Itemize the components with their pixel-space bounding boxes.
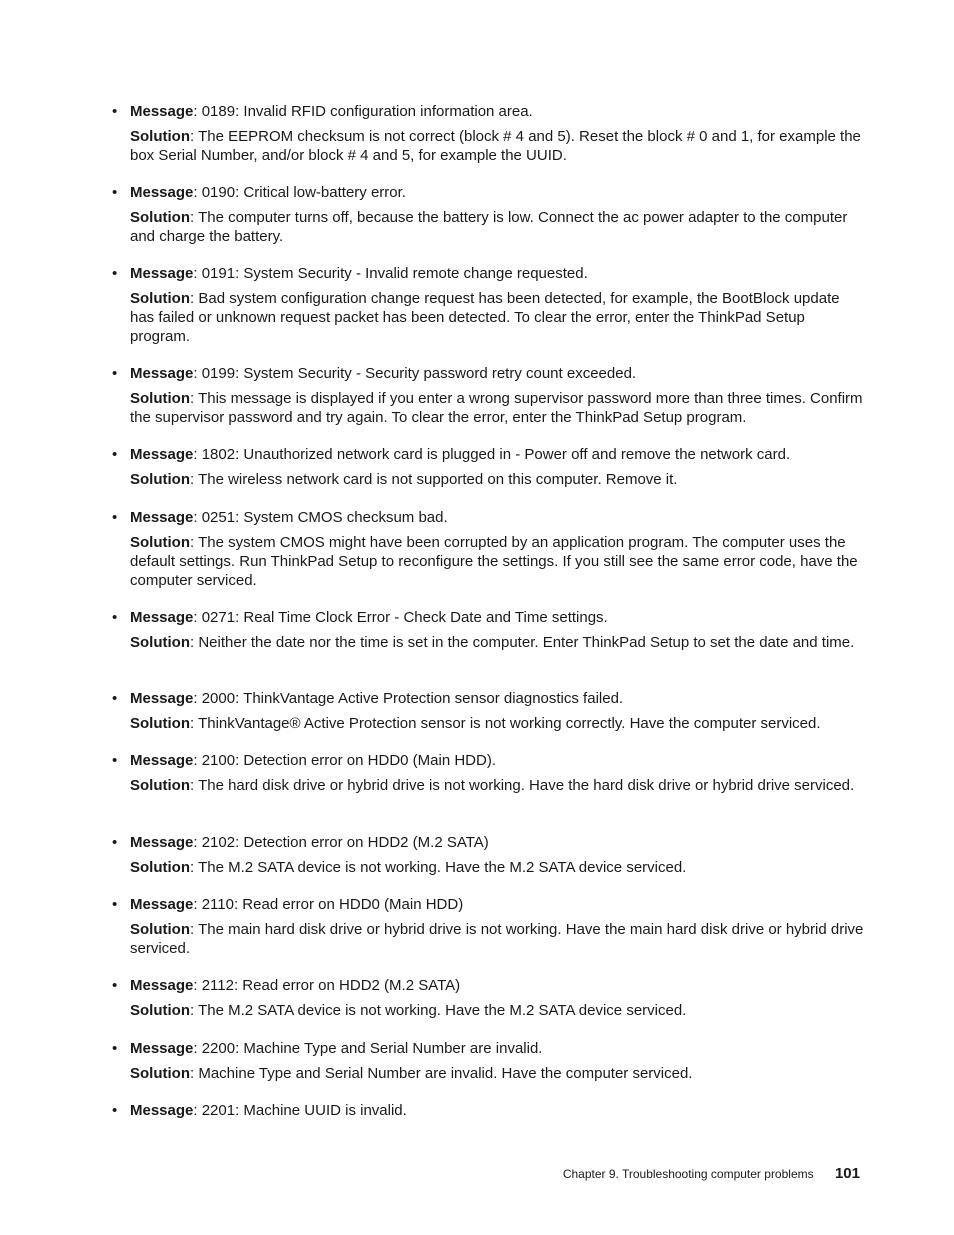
message-text: 2102: Detection error on HDD2 (M.2 SATA) xyxy=(201,834,489,851)
solution-text: The M.2 SATA device is not working. Have the M.2 SATA device serviced. xyxy=(198,859,687,876)
message-label: Message xyxy=(130,446,194,463)
message-text: 0191: System Security - Invalid remote change requested. xyxy=(201,265,588,282)
message-text: 0189: Invalid RFID configuration information area. xyxy=(201,103,533,120)
solution-text: This message is displayed if you enter a wrong supervisor password more than three times. Confirm the supervisor password and try again. To clear the error, enter the ThinkPad Setup program. xyxy=(130,390,863,426)
list-item: • Message: 2000: ThinkVantage Active Protection sensor diagnostics failed. Solution: ThinkVantage® Active Protection sensor is not working correctly. Have the computer serviced. xyxy=(112,690,821,732)
list-item: • Message: 0190: Critical low-battery error. Solution: The computer turns off, because the battery is low. Connect the ac power adapter to the computer and charge the battery. xyxy=(112,184,848,245)
solution-text: ThinkVantage® Active Protection sensor is not working correctly. Have the computer serviced. xyxy=(198,715,821,732)
list-item: • Message: 2100: Detection error on HDD0 (Main HDD). Solution: The hard disk drive or hybrid drive is not working. Have the hard disk drive or hybrid drive serviced. xyxy=(112,752,855,794)
solution-text: The M.2 SATA device is not working. Have the M.2 SATA device serviced. xyxy=(198,1002,687,1019)
page-footer xyxy=(563,1164,860,1184)
solution-label: Solution xyxy=(130,534,190,551)
message-label: Message xyxy=(130,1102,194,1119)
solution-label: Solution xyxy=(130,715,190,732)
message-label: Message xyxy=(130,265,194,282)
bullet: • xyxy=(112,896,118,913)
bullet: • xyxy=(112,977,118,994)
bullet: • xyxy=(112,509,118,526)
bullet: • xyxy=(112,609,118,626)
message-label: Message xyxy=(130,834,194,851)
solution-text: Machine Type and Serial Number are invalid. Have the computer serviced. xyxy=(198,1065,693,1082)
message-label: Message xyxy=(130,103,194,120)
solution-label: Solution xyxy=(130,1065,190,1082)
message-label: Message xyxy=(130,609,194,626)
message-text: 2201: Machine UUID is invalid. xyxy=(201,1102,407,1119)
chapter-title: Chapter 9. Troubleshooting computer problems xyxy=(562,1167,814,1181)
message-text: 0199: System Security - Security password retry count exceeded. xyxy=(201,365,637,382)
bullet: • xyxy=(112,265,118,282)
solution-label: Solution xyxy=(130,777,190,794)
list-item: • Message: 2200: Machine Type and Serial Number are invalid. Solution: Machine Type and Serial Number are invalid. Have the computer serviced. xyxy=(112,1040,693,1082)
message-label: Message xyxy=(130,752,194,769)
solution-label: Solution xyxy=(130,634,190,651)
list-item: • Message: 1802: Unauthorized network card is plugged in - Power off and remove the network card. Solution: The wireless network card is not supported on this computer. Remove it. xyxy=(112,446,791,488)
message-text: 0271: Real Time Clock Error - Check Date and Time settings. xyxy=(201,609,608,626)
bullet: • xyxy=(112,1040,118,1057)
bullet: • xyxy=(112,834,118,851)
list-item: • Message: 0199: System Security - Security password retry count exceeded. Solution: This message is displayed if you enter a wrong supervisor password more than three times. Confirm the supervisor password and try again. To clear the error, enter the ThinkPad Setup program. xyxy=(112,365,863,426)
bullet: • xyxy=(112,184,118,201)
message-text: 2100: Detection error on HDD0 (Main HDD). xyxy=(201,752,496,769)
solution-label: Solution xyxy=(130,209,190,226)
list-item: • Message: 2110: Read error on HDD0 (Main HDD) Solution: The main hard disk drive or hybrid drive is not working. Have the main hard disk drive or hybrid drive serviced. xyxy=(112,896,864,957)
message-label: Message xyxy=(130,184,194,201)
solution-text: Bad system configuration change request has been detected, for example, the BootBlock update has failed or unknown request packet has been detected. To clear the error, enter the ThinkPad Setup program. xyxy=(130,290,840,345)
solution-label: Solution xyxy=(130,1002,190,1019)
message-label: Message xyxy=(130,896,194,913)
message-label: Message xyxy=(130,365,194,382)
page-number: 101 xyxy=(834,1165,860,1182)
message-text: 2110: Read error on HDD0 (Main HDD) xyxy=(201,896,464,913)
list-item: • Message: 2102: Detection error on HDD2 (M.2 SATA) Solution: The M.2 SATA device is not working. Have the M.2 SATA device serviced. xyxy=(112,834,687,876)
bullet: • xyxy=(112,690,118,707)
list-item: • Message: 0251: System CMOS checksum bad. Solution: The system CMOS might have been corrupted by an application program. The computer uses the default settings. Run ThinkPad Setup to reconfigure the settings. If you still see the same error code, have the computer serviced. xyxy=(112,509,858,589)
bullet: • xyxy=(112,1102,118,1119)
message-text: 2112: Read error on HDD2 (M.2 SATA) xyxy=(201,977,461,994)
bullet: • xyxy=(112,752,118,769)
solution-text: Neither the date nor the time is set in the computer. Enter ThinkPad Setup to set the date and time. xyxy=(198,634,855,651)
list-item: • Message: 0189: Invalid RFID configuration information area. Solution: The EEPROM checksum is not correct (block # 4 and 5). Reset the block # 0 and 1, for example the box Serial Number, and/or block # 4 and 5, for example the UUID. xyxy=(112,103,861,164)
message-text: 2000: ThinkVantage Active Protection sensor diagnostics failed. xyxy=(201,690,624,707)
solution-label: Solution xyxy=(130,128,190,145)
solution-label: Solution xyxy=(130,921,190,938)
list-item: • Message: 0271: Real Time Clock Error - Check Date and Time settings. Solution: Neither the date nor the time is set in the computer. Enter ThinkPad Setup to set the date and time. xyxy=(112,609,855,651)
solution-label: Solution xyxy=(130,290,190,307)
bullet: • xyxy=(112,103,118,120)
message-label: Message xyxy=(130,1040,194,1057)
message-text: 0190: Critical low-battery error. xyxy=(201,184,406,201)
solution-text: The main hard disk drive or hybrid drive is not working. Have the main hard disk drive or hybrid drive serviced. xyxy=(130,921,864,957)
solution-text: The hard disk drive or hybrid drive is not working. Have the hard disk drive or hybrid drive serviced. xyxy=(198,777,855,794)
list-item: • Message: 0191: System Security - Invalid remote change requested. Solution: Bad system configuration change request has been detected, for example, the BootBlock update has failed or unknown request packet has been detected. To clear the error, enter the ThinkPad Setup program. xyxy=(112,265,840,345)
message-text: 2200: Machine Type and Serial Number are invalid. xyxy=(201,1040,543,1057)
solution-label: Solution xyxy=(130,859,190,876)
solution-text: The EEPROM checksum is not correct (block # 4 and 5). Reset the block # 0 and 1, for example the box Serial Number, and/or block # 4 and 5, for example the UUID. xyxy=(130,128,861,164)
solution-text: The wireless network card is not supported on this computer. Remove it. xyxy=(198,471,678,488)
message-text: 1802: Unauthorized network card is plugged in - Power off and remove the network card. xyxy=(201,446,791,463)
solution-text: The system CMOS might have been corrupted by an application program. The computer uses the default settings. Run ThinkPad Setup to reconfigure the settings. If you still see the same error code, have the computer serviced. xyxy=(130,534,858,589)
solution-text: The computer turns off, because the battery is low. Connect the ac power adapter to the computer and charge the battery. xyxy=(130,209,848,245)
bullet: • xyxy=(112,365,118,382)
solution-label: Solution xyxy=(130,390,190,407)
message-label: Message xyxy=(130,977,194,994)
message-label: Message xyxy=(130,509,194,526)
list-item: • Message: 2201: Machine UUID is invalid. xyxy=(112,1102,407,1119)
bullet: • xyxy=(112,446,118,463)
list-item: • Message: 2112: Read error on HDD2 (M.2 SATA) Solution: The M.2 SATA device is not working. Have the M.2 SATA device serviced. xyxy=(112,977,687,1019)
message-text: 0251: System CMOS checksum bad. xyxy=(201,509,448,526)
message-label: Message xyxy=(130,690,194,707)
solution-label: Solution xyxy=(130,471,190,488)
